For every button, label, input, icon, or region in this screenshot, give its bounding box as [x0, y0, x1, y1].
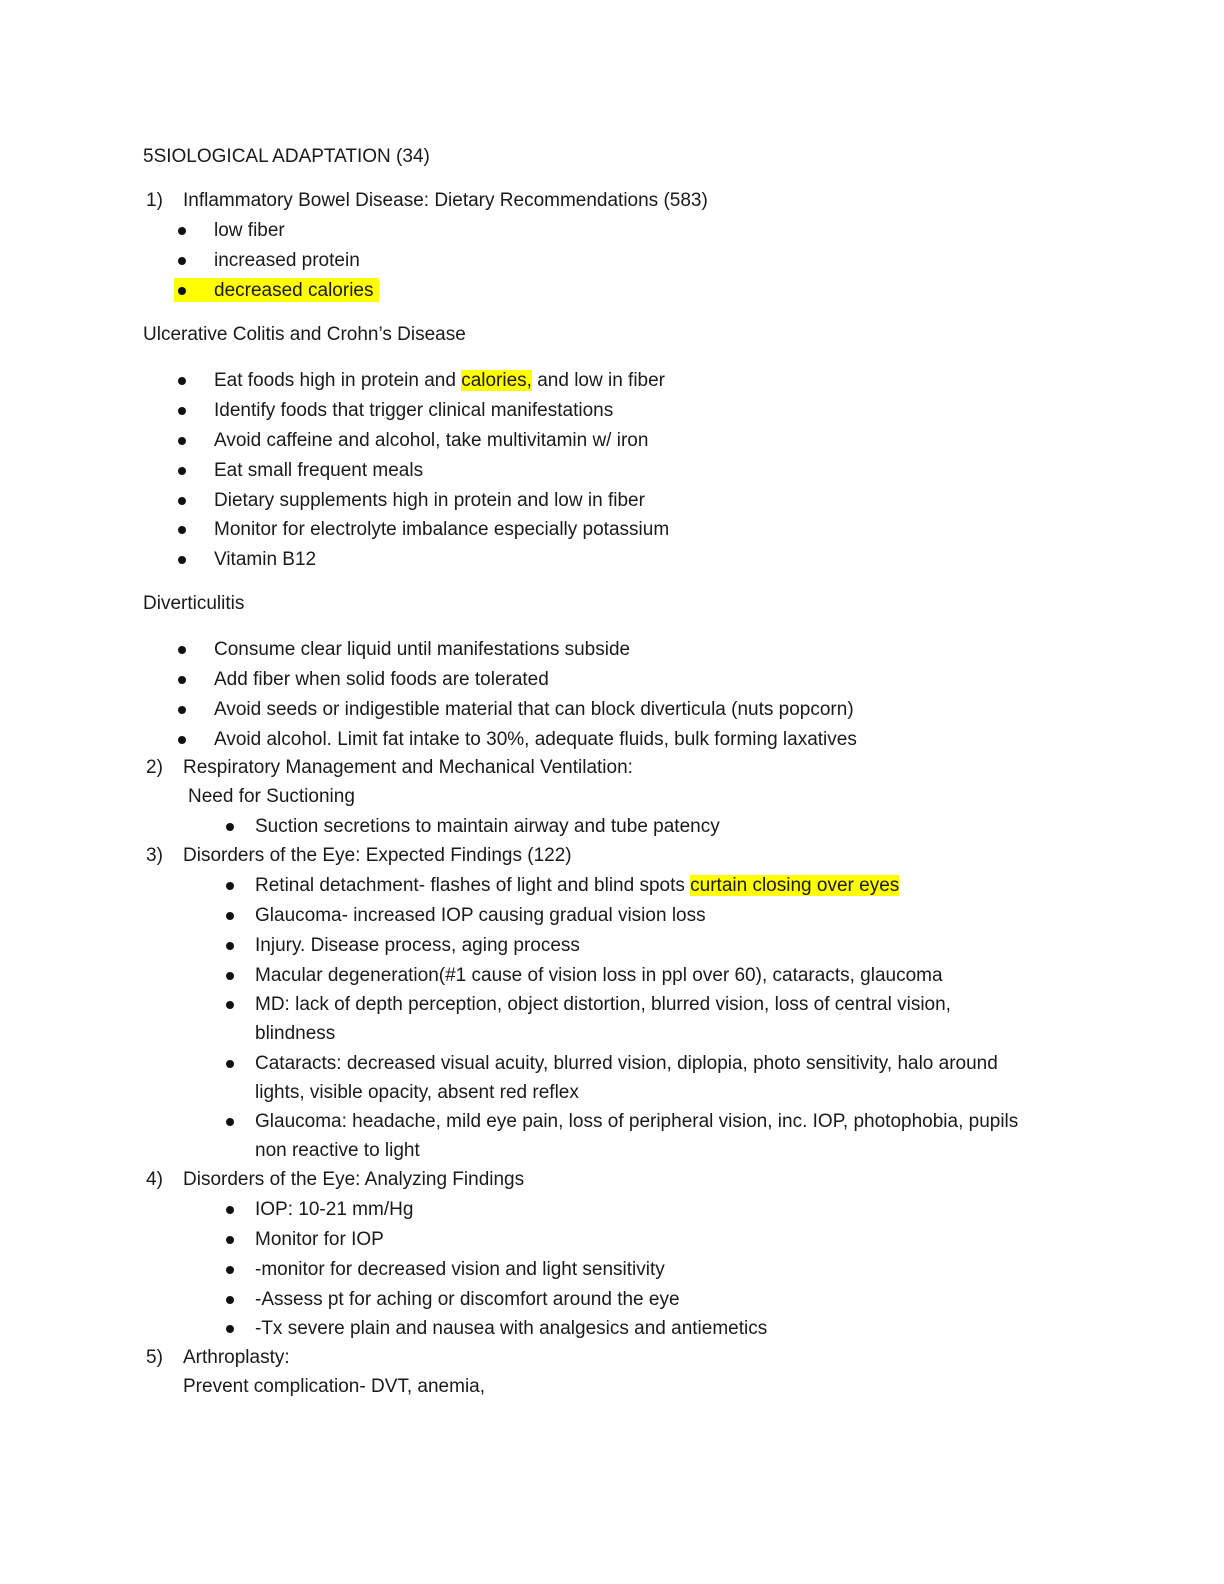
- list-item: increased protein: [214, 250, 360, 271]
- section-5-number: 5): [146, 1347, 163, 1368]
- subsection-heading-uc: Ulcerative Colitis and Crohn’s Disease: [143, 324, 466, 345]
- list-item: low fiber: [214, 220, 285, 241]
- list-item: -Tx severe plain and nausea with analgesics and antiemetics: [255, 1318, 768, 1339]
- list-item: Monitor for electrolyte imbalance especially potassium: [214, 519, 670, 540]
- bullet-icon: [178, 227, 186, 235]
- bullet-icon: [226, 942, 234, 950]
- list-item: Avoid alcohol. Limit fat intake to 30%, adequate fluids, bulk forming laxatives: [214, 729, 857, 750]
- list-item-continuation: blindness: [255, 1023, 336, 1044]
- bullet-icon: [178, 467, 186, 475]
- section-5-heading: Arthroplasty:: [183, 1347, 290, 1368]
- bullet-icon: [178, 736, 186, 744]
- bullet-icon: [178, 407, 186, 415]
- bullet-icon: [178, 437, 186, 445]
- bullet-icon: [226, 912, 234, 920]
- list-item: Identify foods that trigger clinical manifestations: [214, 400, 614, 421]
- bullet-icon: [226, 972, 234, 980]
- list-item: Vitamin B12: [214, 549, 317, 570]
- section-3-number: 3): [146, 845, 163, 866]
- bullet-icon: [178, 706, 186, 714]
- list-item: Avoid seeds or indigestible material that can block diverticula (nuts popcorn): [214, 699, 854, 720]
- highlighted-text: calories,: [461, 370, 532, 391]
- section-4-heading: Disorders of the Eye: Analyzing Findings: [183, 1169, 525, 1190]
- bullet-icon: [178, 556, 186, 564]
- bullet-icon: [178, 497, 186, 505]
- list-item: -monitor for decreased vision and light sensitivity: [255, 1259, 665, 1280]
- list-item: IOP: 10-21 mm/Hg: [255, 1199, 414, 1220]
- section-4-number: 4): [146, 1169, 163, 1190]
- bullet-icon: [178, 526, 186, 534]
- bullet-icon: [226, 1060, 234, 1068]
- section-1-heading: Inflammatory Bowel Disease: Dietary Recommendations (583): [183, 190, 708, 211]
- bullet-icon: [226, 1325, 234, 1333]
- bullet-icon: [178, 377, 186, 385]
- section-5-text: Prevent complication- DVT, anemia,: [183, 1376, 486, 1397]
- bullet-icon: [178, 676, 186, 684]
- list-item: Glaucoma: headache, mild eye pain, loss of peripheral vision, inc. IOP, photophobia, pupils: [255, 1111, 1019, 1132]
- list-item: Retinal detachment- flashes of light and blind spots curtain closing over eyes: [255, 875, 900, 896]
- list-item-highlighted: decreased calories: [214, 280, 374, 301]
- list-item: Monitor for IOP: [255, 1229, 384, 1250]
- list-item: Suction secretions to maintain airway and tube patency: [255, 816, 720, 837]
- bullet-icon: [226, 1001, 234, 1009]
- list-item: Glaucoma- increased IOP causing gradual vision loss: [255, 905, 706, 926]
- list-item: Cataracts: decreased visual acuity, blurred vision, diplopia, photo sensitivity, halo around: [255, 1053, 998, 1074]
- list-item: Consume clear liquid until manifestations subside: [214, 639, 631, 660]
- list-item: Avoid caffeine and alcohol, take multivitamin w/ iron: [214, 430, 649, 451]
- list-item: MD: lack of depth perception, object distortion, blurred vision, loss of central vision,: [255, 994, 951, 1015]
- list-item: Add fiber when solid foods are tolerated: [214, 669, 549, 690]
- highlighted-text: curtain closing over eyes: [690, 875, 900, 896]
- list-item: Injury. Disease process, aging process: [255, 935, 580, 956]
- subsection-heading-diverticulitis: Diverticulitis: [143, 593, 245, 614]
- page-title: 5SIOLOGICAL ADAPTATION (34): [143, 146, 430, 167]
- bullet-icon: [178, 257, 186, 265]
- bullet-icon: [226, 882, 234, 890]
- list-item-continuation: non reactive to light: [255, 1140, 420, 1161]
- section-2-heading: Respiratory Management and Mechanical Ventilation:: [183, 757, 633, 778]
- bullet-icon: [226, 1296, 234, 1304]
- bullet-icon: [226, 1266, 234, 1274]
- list-item: -Assess pt for aching or discomfort around the eye: [255, 1289, 680, 1310]
- list-item: Eat small frequent meals: [214, 460, 424, 481]
- list-item: Dietary supplements high in protein and low in fiber: [214, 490, 645, 511]
- bullet-icon: [226, 1236, 234, 1244]
- list-item: Eat foods high in protein and calories, and low in fiber: [214, 370, 666, 391]
- bullet-icon: [226, 1118, 234, 1126]
- section-3-heading: Disorders of the Eye: Expected Findings (122): [183, 845, 572, 866]
- list-item-continuation: lights, visible opacity, absent red reflex: [255, 1082, 579, 1103]
- section-2-subheading: Need for Suctioning: [188, 786, 355, 807]
- section-2-number: 2): [146, 757, 163, 778]
- section-1-number: 1): [146, 190, 163, 211]
- bullet-icon: [178, 646, 186, 654]
- list-item: Macular degeneration(#1 cause of vision loss in ppl over 60), cataracts, glaucoma: [255, 965, 943, 986]
- bullet-icon: [226, 823, 234, 831]
- bullet-icon: [226, 1206, 234, 1214]
- bullet-icon: [178, 287, 186, 295]
